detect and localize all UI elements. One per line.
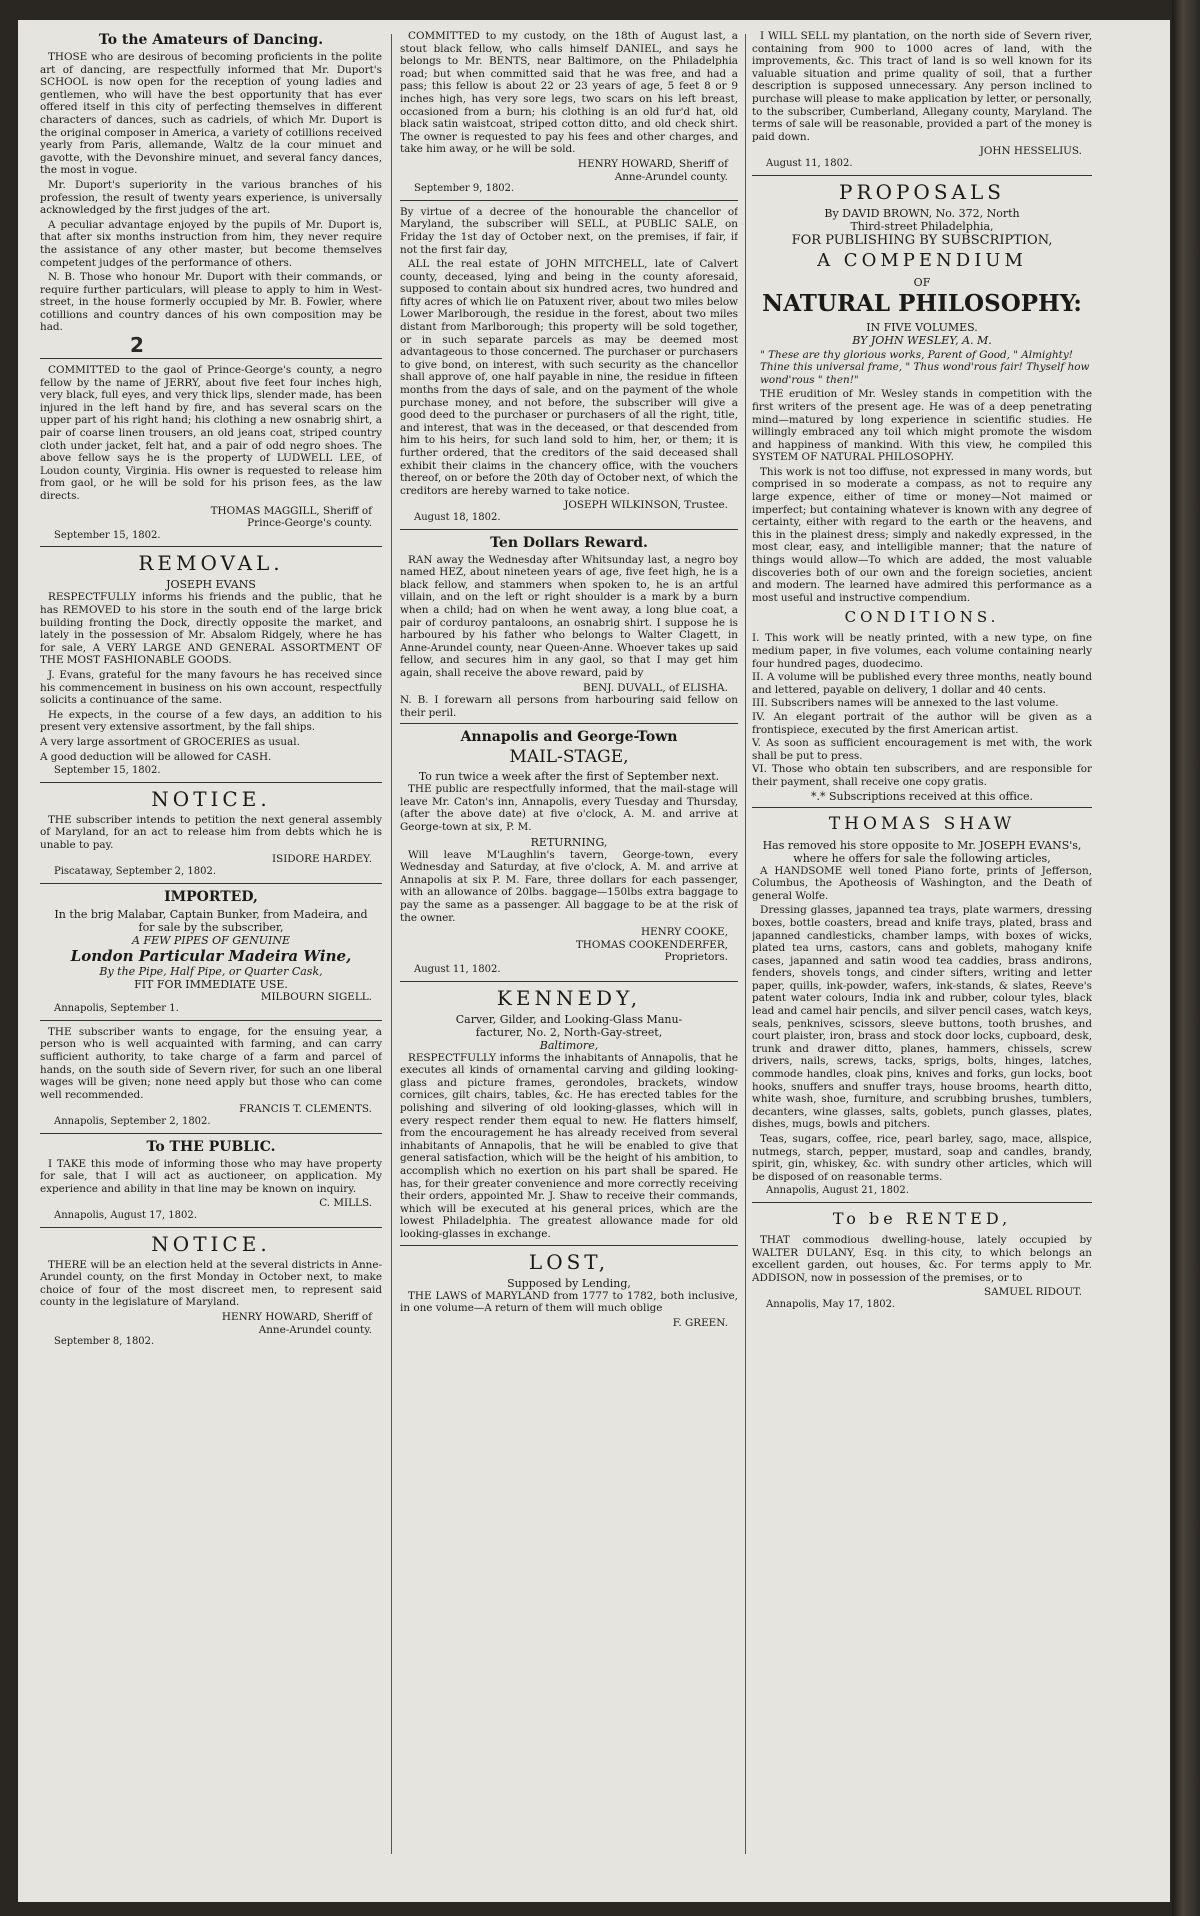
list-item: V. As soon as sufficient encouragement is met with, the work shall be put to press. — [752, 737, 1092, 762]
ad-signature: FRANCIS T. CLEMENTS. — [239, 1103, 372, 1116]
ad-title: Annapolis and George-Town — [460, 729, 678, 746]
ad-subtitle: Carver, Gilder, and Looking-Glass Manu- — [455, 1012, 683, 1026]
column-rule — [745, 34, 746, 1854]
list-item: I. This work will be neatly printed, with a new type, on fine medium paper, in five volumes, each volume containing nearly four hundred pages, duodecimo. — [752, 632, 1092, 670]
ad-title: NOTICE. — [151, 1231, 271, 1256]
ad-body: Teas, sugars, coffee, rice, pearl barley, sago, mace, allspice, nutmegs, starch, pepper, mustard, soap and candles, brandy, spirit, gin, whiskey, &c. with sundry other articles, which will be disposed of on reasonable terms. — [752, 1133, 1092, 1183]
ad-body: N. B. Those who honour Mr. Duport with their commands, or require further particulars, will please to apply to him in West-street, in the house formerly occupied by Mr. B. Fowler, where cotillions and country dances of his own composition may be had. — [40, 271, 382, 334]
column-middle — [400, 30, 738, 1868]
ad-title: A COMPENDIUM — [817, 249, 1027, 271]
ad-body: THERE will be an election held at the several districts in Anne-Arundel county, on the first Monday in October next, to make choice of four of the most discreet men, to represent said county in the legislature of Maryland. — [40, 1258, 382, 1309]
ad-subtitle: Has removed his store opposite to Mr. JOSEPH EVANS's, where he offers for sale the following articles, — [762, 838, 1082, 865]
ad-title: MAIL-STAGE, — [509, 747, 629, 768]
ad-subtitle: Baltimore, — [539, 1038, 599, 1052]
ad-title: KENNEDY, — [496, 985, 642, 1010]
column-left — [40, 30, 382, 1868]
ad-body: This work is not too diffuse, not expressed in many words, but comprised in so moderate a compass, as not to require any large expence, either of time or money—Not maimed or imperfect; but containing whatever is known with any degree of certainty, either with regard to the earth or the heavens, and this in the plainest dress; simply and nakedly expressed, in the most clear, easy, and intelligible manner; that the nature of things would allow—To which are added, the most valuable discoveries both of our own and the foreign societies, ancient and modern. The learned have admired this performance as a most useful and instructive compendium. — [752, 465, 1092, 604]
ad-body: THE LAWS of MARYLAND from 1777 to 1782, both inclusive, in one volume—A return of them will much oblige — [400, 1289, 738, 1315]
ad-body: THE subscriber intends to petition the next general assembly of Maryland, for an act to release him from debts which he is unable to pay. — [40, 813, 382, 851]
ad-body: THE erudition of Mr. Wesley stands in competition with the first writers of the present age. He was of a deep penetrating mind—matured by long experience in scientific studies. He willingly embraced any toil which might promote the wisdom and happiness of mankind. With this view, he compiled this SYSTEM OF NATURAL PHILOSOPHY. — [752, 388, 1092, 464]
ad-date: Annapolis, May 17, 1802. — [766, 1298, 896, 1310]
ad-signature: BENJ. DUVALL, of ELISHA. — [582, 681, 728, 694]
ad-date: Annapolis, August 17, 1802. — [54, 1209, 197, 1221]
ad-signature-title: Proprietors. — [664, 951, 728, 964]
ad-subtitle: FIT FOR IMMEDIATE USE. — [134, 977, 288, 991]
column-rule — [391, 34, 392, 1854]
ad-removal — [40, 552, 382, 777]
ad-subtitle: RETURNING, — [530, 835, 608, 849]
ad-date: September 15, 1802. — [54, 765, 161, 777]
ad-body: A very large assortment of GROCERIES as usual. — [40, 735, 300, 748]
list-item: IV. An elegant portrait of the author will be given as a frontispiece, executed by the first American artist. — [752, 710, 1092, 736]
ad-lost — [400, 1251, 738, 1330]
ad-subtitle: FOR PUBLISHING BY SUBSCRIPTION, — [791, 232, 1053, 248]
divider — [400, 1245, 738, 1246]
ad-body: A HANDSOME well toned Piano forte, prints of Jefferson, Columbus, the Apotheosis of Washington, and the Death of general Wolfe. — [752, 864, 1092, 902]
ad-date: Annapolis, August 21, 1802. — [766, 1185, 909, 1197]
ad-to-the-public — [40, 1139, 382, 1223]
ad-date: Piscataway, September 2, 1802. — [54, 866, 217, 878]
ad-subtitle: Supposed by Lending, — [507, 1276, 631, 1290]
list-item: II. A volume will be published every three months, neatly bound and lettered, payable on delivery, 1 dollar and 40 cents. — [752, 671, 1092, 696]
ad-subtitle: OF — [913, 275, 931, 289]
ad-signature-title: Anne-Arundel county. — [614, 170, 728, 183]
ad-signature: ISIDORE HARDEY. — [271, 853, 372, 866]
ad-body: THE public are respectfully informed, that the mail-stage will leave Mr. Caton's inn, Annapolis, every Tuesday and Thursday, (after the above date) at five o'clock, A. M. and arrive at George-town at six, P. M. — [400, 783, 738, 834]
ad-product: London Particular Madeira Wine, — [70, 946, 352, 965]
ad-ten-dollars-reward — [400, 535, 738, 720]
ad-body: COMMITTED to the gaol of Prince-George's county, a negro fellow by the name of JERRY, about five feet four inches high, very black, full eyes, and very thick lips, slender made, has been injured in the left hand by fire, and has several scars on the upper part of his right hand; his clothing a new osnabrig shirt, a pair of coarse linen trousers, an old jeans coat, striped country cloth under jacket, felt hat, and a pair of odd negro shoes. The above fellow says he is the property of LUDWELL LEE, of Loudon county, Virginia. His owner is requested to release him from gaol, or he will be sold for his prison fees, as the law directs. — [40, 364, 382, 502]
ad-subtitle: Third-street Philadelphia, — [850, 219, 994, 233]
ad-signature: F. GREEN. — [672, 1316, 728, 1329]
ad-signature: JOSEPH WILKINSON, Trustee. — [564, 499, 728, 512]
divider — [40, 1020, 382, 1021]
ad-title: PROPOSALS — [839, 179, 1005, 204]
ad-subtitle: facturer, No. 2, North-Gay-street, — [475, 1025, 663, 1039]
ad-clements — [40, 1026, 382, 1129]
ad-body: THE subscriber wants to engage, for the ensuing year, a person who is well acquainted with farming, and can carry sufficient authority, to take charge of a farm and parcel of hands, on the south side of Severn river, for such an one liberal wages will be given; none need apply but those who can come well recommended. — [40, 1025, 382, 1101]
ad-title: THOMAS SHAW — [828, 813, 1016, 834]
ad-mail-stage — [400, 729, 738, 976]
ad-date: September 9, 1802. — [414, 183, 515, 195]
ad-thomas-shaw — [752, 813, 1092, 1198]
ad-date: Annapolis, September 2, 1802. — [54, 1116, 211, 1127]
ad-mitchell-sale — [400, 206, 738, 525]
ad-kennedy — [400, 987, 738, 1241]
divider — [40, 782, 382, 783]
ad-signature: MILBOURN SIGELL. — [260, 990, 372, 1003]
divider — [40, 358, 382, 359]
ad-date: August 11, 1802. — [766, 157, 853, 169]
ad-body: RESPECTFULLY informs his friends and the public, that he has REMOVED to his store in the south end of the large brick building fronting the Dock, directly opposite the market, and lately in the possession of Mr. Absalom Ridgely, where he has for sale, A VERY LARGE AND GENERAL ASSORTMENT OF THE MOST FASHIONABLE GOODS. — [40, 591, 382, 667]
list-item: VI. Those who obtain ten subscribers, and are responsible for their payment, shall receive one copy gratis. — [752, 763, 1092, 788]
divider — [40, 1227, 382, 1228]
ad-notice-hardey — [40, 788, 382, 879]
ad-body: Dressing glasses, japanned tea trays, plate warmers, dressing boxes, bottle coasters, bread and knife trays, plated, brass and japanned candlesticks, chamber lamps, with boxes of wicks, plated tea urns, castors, cans and goblets, mahogany knife cases, japanned and satin wood tea caddies, brass andirons, fenders, shovels tongs, and cinder sifters, writing and letter paper, quills, ink-powder, wafers, ink-stands, & slates, Reeve's patent water colours, India ink and rubber, colour tyles, black lead and camel hair pencils, and silver pencil cases, watch keys, seals, penknives, scissors, sleeve buttons, tooth brushes, and court plaister, iron, brass and stock door locks, cupboard, desk, trunk and drawer ditto, planes, hammers, chissels, screw drivers, nails, screws, tacks, sprigs, bolts, hinges, latches, commode handles, cloak pins, knives and forks, gun locks, boot hooks, snuffers and snuffer trays, house brooms, hearth ditto, white wash, shoe, furniture, and scrubbing brushes, tumblers, decanters, wine glasses, salts, goblets, punch glasses, plates, dishes, mugs, bowls and pitchers. — [752, 904, 1092, 1131]
ad-signature: HENRY COOKE, — [640, 926, 728, 939]
ad-title: To be RENTED, — [832, 1208, 1012, 1228]
divider — [752, 175, 1092, 176]
ad-body: A peculiar advantage enjoyed by the pupils of Mr. Duport is, that after six months instruction from him, they never require the assistance of any other master, but become themselves competent judges of the performance of others. — [40, 218, 382, 269]
ad-title: REMOVAL. — [138, 551, 284, 576]
ad-title: NOTICE. — [151, 786, 271, 811]
ad-title: CONDITIONS. — [844, 608, 1000, 627]
ad-signature-title: Prince-George's county. — [247, 517, 372, 530]
ad-proposals — [752, 181, 1092, 803]
ad-body: A good deduction will be allowed for CASH. — [40, 750, 272, 763]
ad-title: To the Amateurs of Dancing. — [98, 32, 324, 48]
ad-signature: THOMAS MAGGILL, Sheriff of — [210, 504, 372, 517]
divider — [400, 723, 738, 724]
ad-signature: C. MILLS. — [319, 1197, 372, 1210]
ad-subtitle: JOSEPH EVANS — [166, 578, 256, 592]
ad-body: I TAKE this mode of informing those who may have property for sale, that I will act as auctioneer, on application. My experience and ability in that line may be known on inquiry. — [40, 1157, 382, 1195]
ad-signature: HENRY HOWARD, Sheriff of — [221, 1310, 372, 1323]
list-item: III. Subscribers names will be annexed to the last volume. — [752, 697, 1059, 710]
ad-subtitle: By DAVID BROWN, No. 372, North — [824, 206, 1020, 220]
ad-hesselius — [752, 30, 1092, 171]
ad-committed-daniel — [400, 30, 738, 196]
ad-subtitle: In the brig Malabar, Captain Bunker, from Madeira, and — [54, 907, 368, 921]
ad-date: September 15, 1802. — [54, 529, 161, 541]
ad-verse: " These are thy glorious works, Parent of Good, " Almighty! Thine this universal frame, " Thus wond'rous fair! Thyself how wond'rous " then!" — [760, 348, 1090, 386]
ad-title: To THE PUBLIC. — [146, 1138, 276, 1155]
ad-body: J. Evans, grateful for the many favours he has received since his commencement in business on his own account, respectfully solicits a continuance of the same. — [40, 668, 382, 707]
ad-committed-jerry — [40, 364, 382, 542]
ad-body: By virtue of a decree of the honourable the chancellor of Maryland, the subscriber will SELL, at PUBLIC SALE, on Friday the 1st day of October next, on the premises, if fair, if not the first fair day, — [400, 205, 738, 256]
ad-notice-election — [40, 1233, 382, 1349]
ad-body: THOSE who are desirous of becoming proficients in the polite art of dancing, are respectfully informed that Mr. Duport's SCHOOL is now open for the reception of young ladies and gentlemen, who will have the best opportunity that has ever offered itself in this city of perfecting themselves in different characters of dances, such as cadriels, of which Mr. Duport is the original composer in America, a variety of cotillions received yearly from Paris, allemande, Waltz de la cour minuet and gavotte, with the Devonshire minuet, and several fancy dances, the most in vogue. — [40, 51, 382, 177]
ad-date: September 8, 1802. — [54, 1336, 155, 1348]
ad-date: Annapolis, September 1. — [54, 1003, 179, 1015]
ad-subtitle: for sale by the subscriber, — [138, 920, 284, 934]
divider — [40, 1133, 382, 1134]
divider — [752, 807, 1092, 808]
ad-body: Will leave M'Laughlin's tavern, George-town, every Wednesday and Saturday, at five o'clock, A. M. and arrive at Annapolis at six P. M. Fare, three dollars for each passenger, with an allowance of 20lbs. baggage—150lbs extra baggage to pay the same as a passenger. All baggage to be at the risk of the owner. — [400, 848, 738, 924]
divider — [40, 546, 382, 547]
ad-body: RAN away the Wednesday after Whitsunday last, a negro boy named HEZ, about nineteen years of age, five feet high, he is a black fellow, and stammers when spoken to, he is an artful villain, and on the left or right shoulder is a mark by a burn when a child; had on when he went away, a long blue coat, a pair of corduroy pantaloons, an osnabrig shirt. I suppose he is harboured by his father who belongs to Walter Clagett, in Anne-Arundel county, near Queen-Anne. Whoever takes up said fellow, and secures him in any gaol, so that I may get him again, shall receive the above reward, paid by — [400, 553, 738, 679]
ad-subtitle: By the Pipe, Half Pipe, or Quarter Cask, — [99, 964, 323, 978]
ad-body: Mr. Duport's superiority in the various branches of his profession, the result of twenty years experience, is universally acknowledged by the first judges of the art. — [40, 178, 382, 217]
ad-signature: SAMUEL RIDOUT. — [983, 1286, 1082, 1299]
ad-title: NATURAL PHILOSOPHY: — [762, 289, 1082, 317]
ad-body: I WILL SELL my plantation, on the north side of Severn river, containing from 900 to 1000 acres of land, with the improvements, &c. This tract of land is so well known for its valuable situation and prime quality of soil, that a further description is supposed unnecessary. Any person inclined to purchase will please to make application by letter, or personally, to the subscriber, Cumberland, Allegany county, Maryland. The terms of sale will be reasonable, provided a part of the money is paid down. — [752, 30, 1092, 143]
ad-imported — [40, 889, 382, 1016]
ad-signature: HENRY HOWARD, Sheriff of — [577, 157, 728, 170]
ad-body: He expects, in the course of a few days, an addition to his present very extensive assortment, by the fall ships. — [40, 708, 382, 734]
ad-date: August 11, 1802. — [414, 964, 501, 975]
ad-body: RESPECTFULLY informs the inhabitants of Annapolis, that he executes all kinds of ornamental carving and gilding looking-glass and picture frames, gerondoles, brackets, window cornices, gilt chairs, tables, &c. He has erected tables for the polishing and silvering of old looking-glasses, which will in every respect render them equal to new. He flatters himself, from the encouragement he has already received from several inhabitants of Annapolis, that he will be enabled to give that general satisfaction, which will be the height of his ambition, to accomplish which no exertion on his part shall be spared. He has, for their greater convenience and more correctly receiving their orders, appointed Mr. J. Shaw to receive their commands, which will be executed at his general prices, which are the lowest Philadelphia. The greatest allowance made for old looking-glasses in exchange. — [400, 1051, 738, 1240]
divider — [400, 200, 738, 201]
divider — [752, 1202, 1092, 1203]
ad-signature: JOHN HESSELIUS. — [979, 145, 1082, 158]
ad-subtitle: BY JOHN WESLEY, A. M. — [852, 333, 992, 347]
ad-signature-title: Anne-Arundel county. — [258, 1323, 372, 1336]
ad-body: N. B. I forewarn all persons from harbouring said fellow on their peril. — [400, 694, 738, 719]
ad-subtitle: To run twice a week after the first of September next. — [418, 770, 720, 784]
ad-subtitle: *.* Subscriptions received at this office. — [810, 789, 1034, 803]
ad-body: ALL the real estate of JOHN MITCHELL, late of Calvert county, deceased, lying and being in the county aforesaid, supposed to contain about six hundred acres, two hundred and fifty acres of which lie on Patuxent river, about two miles below Lower Marlborough, the residue in the forest, about two miles distant from Marlborough; this property will be sold together, or in such separate parcels as may be deemed most advantageous to those concerned. The purchaser or purchasers to give bond, on interest, with such security as the chancellor shall approve of, one half payable in nine, the residue in fifteen months from the days of sale, and on the payment of the whole purchase money, and not before, the subscriber will give a good deed to the purchaser or purchasers of all the right, title, and interest, that was in the deceased, or that descended from him to his heirs, for such land sold to him, her, or them; it is further ordered, that the creditors of the said deceased shall exhibit their claims in the chancery office, with the vouchers thereof, on or before the 20th day of October next, of which the creditors are hereby warned to take notice. — [400, 258, 738, 497]
ad-title: Ten Dollars Reward. — [490, 534, 648, 551]
ad-title: LOST, — [528, 1249, 610, 1274]
divider — [40, 883, 382, 884]
ad-signature: THOMAS COOKENDERFER, — [575, 938, 728, 951]
ad-dancing — [40, 32, 382, 358]
divider — [400, 981, 738, 982]
ad-date: August 18, 1802. — [414, 511, 501, 523]
column-right — [752, 30, 1092, 1868]
ad-title: IMPORTED, — [164, 888, 258, 905]
ad-body: THAT commodious dwelling-house, lately occupied by WALTER DULANY, Esq. in this city, to which belongs an excellent garden, out houses, &c. For terms apply to Mr. ADDISON, now in possession of the premises, or to — [752, 1233, 1092, 1284]
ad-to-be-rented — [752, 1208, 1092, 1312]
handwritten-mark: 2 — [130, 333, 144, 358]
ad-body: COMMITTED to my custody, on the 18th of August last, a stout black fellow, who calls himself DANIEL, and says he belongs to Mr. BENTS, near Baltimore, on the Philadelphia road; but when committed said that he was free, and had a pass; this fellow is about 22 or 23 years of age, 5 feet 8 or 9 inches high, has very sore legs, two scars on his left breast, occasioned from a burn; his clothing is an old fur'd hat, old black satin waistcoat, striped cotton ditto, and old check shirt. The owner is requested to pay his fees and other charges, and take him away, or he will be sold. — [400, 30, 738, 156]
book-spine — [1172, 0, 1200, 1916]
divider — [400, 529, 738, 530]
ad-subtitle: A FEW PIPES OF GENUINE — [132, 933, 290, 947]
ad-subtitle: IN FIVE VOLUMES. — [866, 320, 978, 334]
